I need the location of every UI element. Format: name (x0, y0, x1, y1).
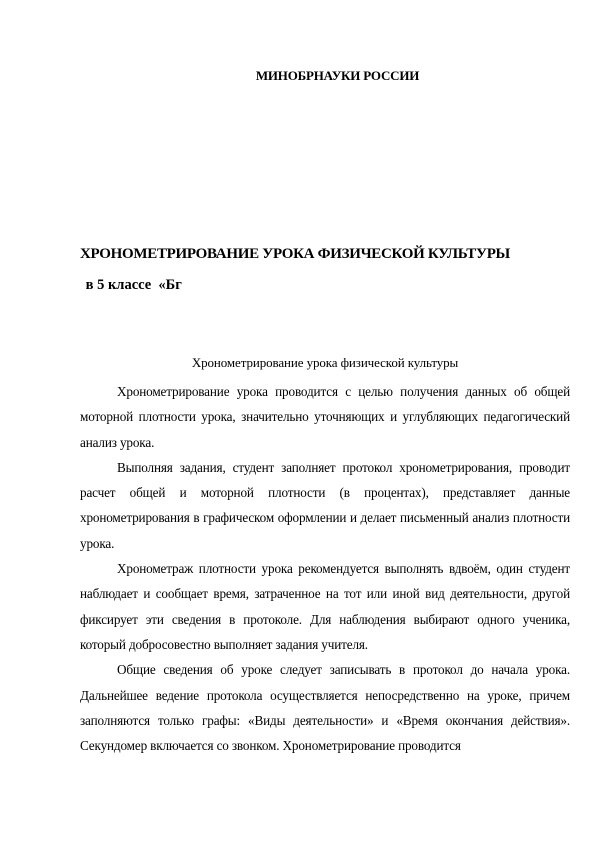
paragraph: Общие сведения об уроке следует записывать в протокол до начала урока. Дальнейшее ведение протокола осуществляется непосредственно на уроке, причем заполняются только графы: «Виды деятельности» и «Время окончания действия». Секундомер включается со звонком. Хронометрирование проводится (80, 662, 570, 754)
paragraph: Хронометраж плотности урока рекомендуется выполнять вдвоём, один студент наблюдает и сообщает время, затраченное на тот или иной вид деятельности, другой фиксирует эти сведения в протоколе. Для наблюдения выбирают одного ученика, который добросовестно выполняет задания учителя. (80, 561, 570, 652)
body-text (80, 379, 570, 758)
document-title: ХРОНОМЕТРИРОВАНИЕ УРОКА ФИЗИЧЕСКОЙ КУЛЬТУРЫ (80, 246, 510, 262)
paragraph: Выполняя задания, студент заполняет протокол хронометрирования, проводит расчет общей и моторной плотности (в процентах), представляет данные хронометрирования в графическом оформлении и делает письменный анализ плотности урока. (80, 459, 570, 551)
section-title: Хронометрирование урока физической культуры (191, 355, 459, 370)
class-line: в 5 классе «Бг (82, 277, 182, 293)
paragraph: Хронометрирование урока проводится с целью получения данных об общей моторной плотности урока, значительно уточняющих и углубляющих педагогический анализ урока. (80, 384, 570, 450)
ministry-header: МИНОБРНАУКИ РОССИИ (255, 68, 420, 83)
